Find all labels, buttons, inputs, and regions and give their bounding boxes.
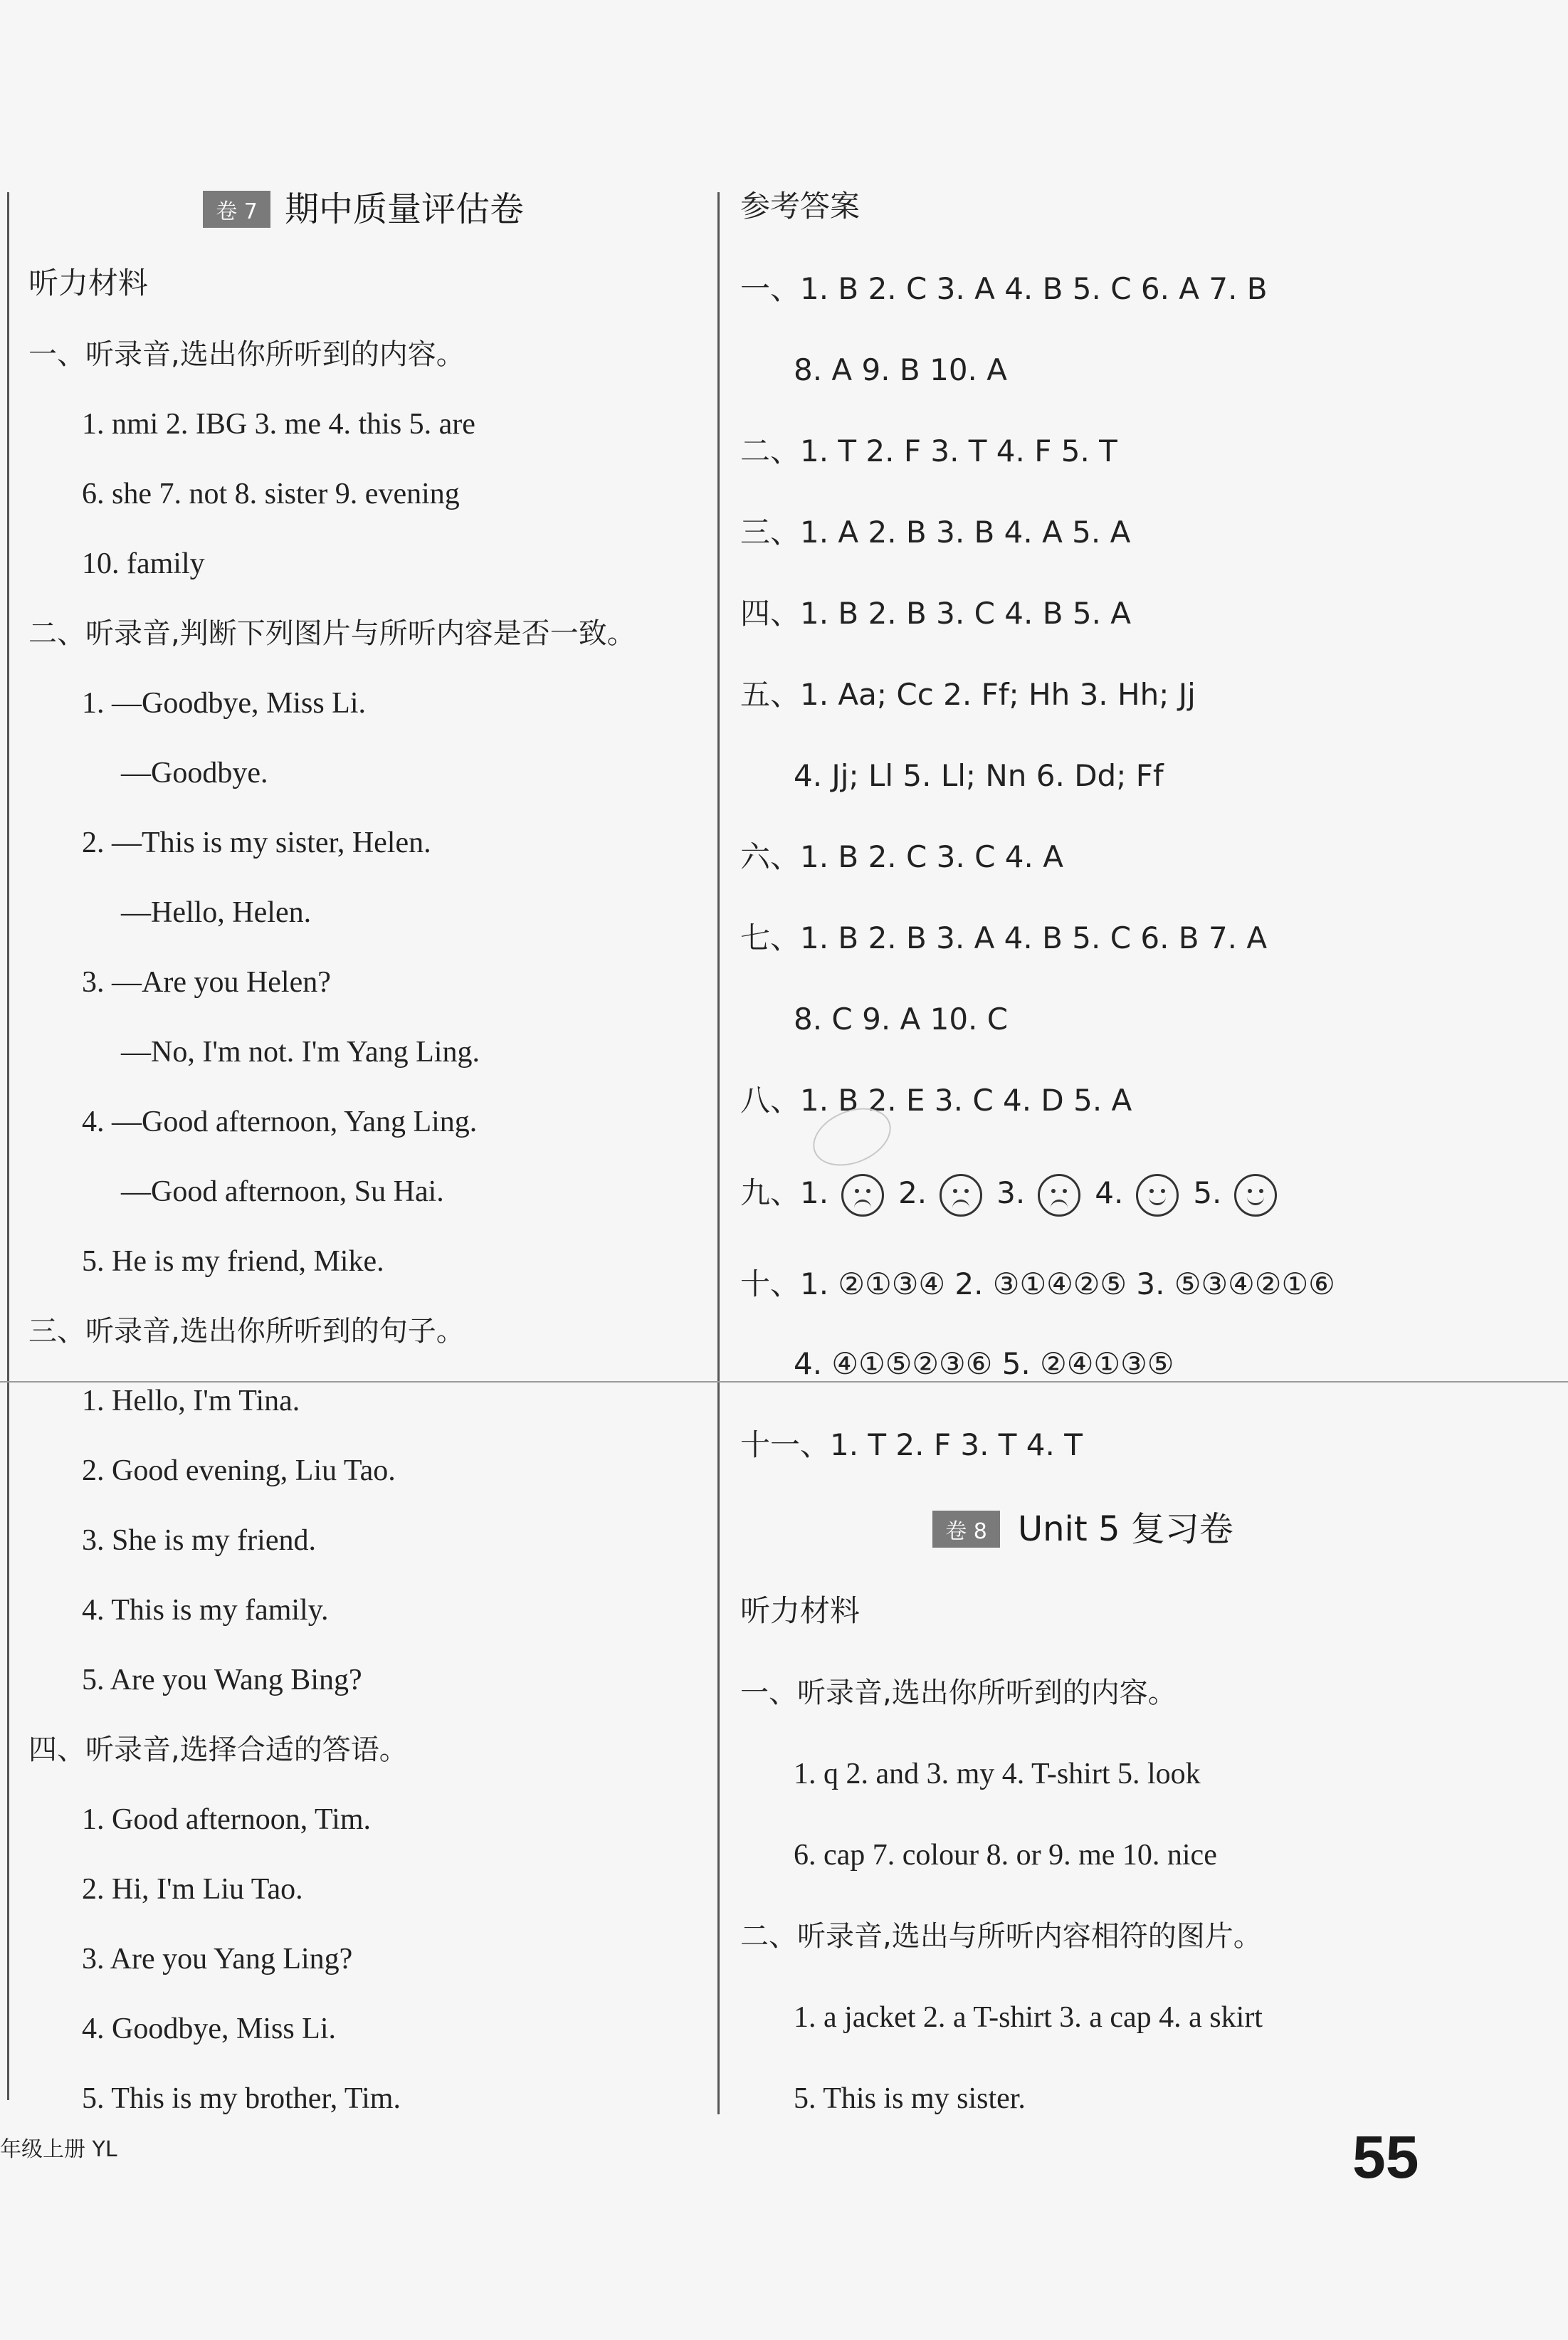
answer-line: 十一、1. T 2. F 3. T 4. T (740, 1427, 1083, 1462)
answer-line: 四、1. B 2. B 3. C 4. B 5. A (740, 596, 1132, 631)
right-heading: 参考答案 (740, 189, 861, 224)
left-line: 1. nmi 2. IBG 3. me 4. this 5. are (82, 408, 475, 441)
left-line: 2. Good evening, Liu Tao. (82, 1454, 396, 1487)
right-line: 二、听录音,选出与所听内容相符的图片。 (740, 1920, 1262, 1953)
left-line: 4. —Good afternoon, Yang Ling. (82, 1106, 478, 1138)
right-line: 一、听录音,选出你所听到的内容。 (740, 1677, 1177, 1709)
left-badge: 卷 7 (203, 191, 270, 228)
left-line: 5. He is my friend, Mike. (82, 1245, 384, 1278)
left-line: —Goodbye. (121, 757, 268, 789)
happy-face-icon (1234, 1174, 1277, 1217)
left-line: 二、听录音,判断下列图片与所听内容是否一致。 (28, 617, 636, 650)
left-line: —Hello, Helen. (121, 896, 312, 929)
left-line: 2. Hi, I'm Liu Tao. (82, 1873, 303, 1906)
footer-grade-label: 年级上册 YL (0, 2137, 117, 2162)
left-line: 四、听录音,选择合适的答语。 (28, 1733, 408, 1766)
left-line: 6. she 7. not 8. sister 9. evening (82, 478, 460, 510)
answer-line: 一、1. B 2. C 3. A 4. B 5. C 6. A 7. B (740, 271, 1268, 306)
left-line: 一、听录音,选出你所听到的内容。 (28, 338, 465, 371)
right-line: 5. This is my sister. (794, 2082, 1026, 2115)
left-line: 3. —Are you Helen? (82, 966, 331, 999)
left-line: 5. Are you Wang Bing? (82, 1664, 362, 1696)
left-line: 2. —This is my sister, Helen. (82, 827, 431, 859)
page-number: 55 (1352, 2124, 1419, 2191)
right-line: 1. a jacket 2. a T-shirt 3. a cap 4. a skirt (794, 2001, 1263, 2034)
left-line: 5. This is my brother, Tim. (82, 2082, 401, 2115)
left-line: —Good afternoon, Su Hai. (121, 1175, 444, 1208)
answer-line-faces: 九、1. 2. 3. 4. 5. (740, 1168, 1291, 1219)
right-line: 6. cap 7. colour 8. or 9. me 10. nice (794, 1839, 1217, 1872)
answer-line: 8. A 9. B 10. A (794, 352, 1007, 387)
left-line: 3. She is my friend. (82, 1524, 316, 1557)
sad-face-icon (940, 1174, 982, 1217)
answer-line: 十、1. ②①③④ 2. ③①④②⑤ 3. ⑤③④②①⑥ (740, 1266, 1335, 1301)
left-line: 4. Goodbye, Miss Li. (82, 2013, 336, 2045)
answer-line: 二、1. T 2. F 3. T 4. F 5. T (740, 434, 1117, 468)
answer-line: 七、1. B 2. B 3. A 4. B 5. C 6. B 7. A (740, 920, 1268, 955)
answer-line: 8. C 9. A 10. C (794, 1002, 1009, 1037)
answer-line: 八、1. B 2. E 3. C 4. D 5. A (740, 1083, 1132, 1118)
answer-line: 4. ④①⑤②③⑥ 5. ②④①③⑤ (794, 1346, 1174, 1381)
left-line: 4. This is my family. (82, 1594, 329, 1627)
answer-line: 4. Jj; Ll 5. Ll; Nn 6. Dd; Ff (794, 758, 1164, 793)
left-title: 期中质量评估卷 (285, 189, 525, 229)
right-badge: 卷 8 (932, 1511, 1000, 1548)
answer-line: 五、1. Aa; Cc 2. Ff; Hh 3. Hh; Jj (740, 677, 1196, 712)
left-line: 1. Good afternoon, Tim. (82, 1803, 372, 1836)
left-line: —No, I'm not. I'm Yang Ling. (121, 1036, 480, 1069)
left-line: 10. family (82, 547, 205, 580)
happy-face-icon (1136, 1174, 1179, 1217)
answer-line: 六、1. B 2. C 3. C 4. A (740, 839, 1063, 874)
right-line: 1. q 2. and 3. my 4. T-shirt 5. look (794, 1758, 1201, 1790)
left-line: 1. —Goodbye, Miss Li. (82, 687, 366, 720)
left-line: 3. Are you Yang Ling? (82, 1943, 353, 1976)
left-heading: 听力材料 (28, 266, 149, 300)
left-margin-rule (7, 192, 9, 2100)
right-heading-2: 听力材料 (740, 1593, 861, 1628)
sad-face-icon (841, 1174, 884, 1217)
left-line: 1. Hello, I'm Tina. (82, 1385, 300, 1417)
left-line: 三、听录音,选出你所听到的句子。 (28, 1315, 465, 1348)
right-title: Unit 5 复习卷 (1018, 1509, 1233, 1549)
answer-line: 三、1. A 2. B 3. B 4. A 5. A (740, 515, 1131, 550)
sad-face-icon (1038, 1174, 1080, 1217)
column-divider (717, 192, 720, 2114)
